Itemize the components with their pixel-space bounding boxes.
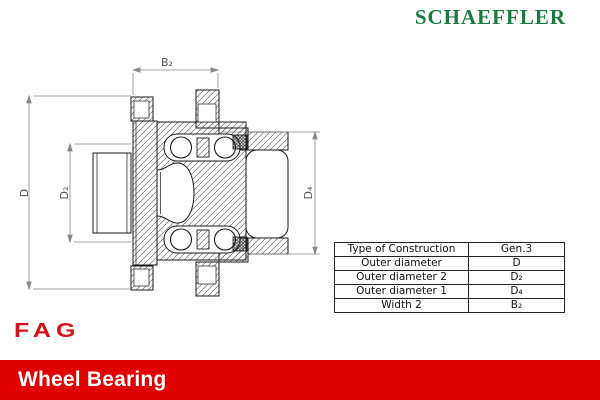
table-row xyxy=(335,299,565,313)
dim-label-b2: B₂ xyxy=(161,56,173,69)
outer-flange-corner-top xyxy=(248,132,288,150)
hub-bore xyxy=(157,163,194,223)
spec-table xyxy=(334,242,565,313)
table-row xyxy=(335,257,565,271)
table-row xyxy=(335,271,565,285)
table-cell-label: Outer diameter 1 xyxy=(335,285,469,299)
table-cell-value: Gen.3 xyxy=(469,243,565,257)
page-title: Wheel Bearing xyxy=(18,368,167,391)
outer-flange-corner-bottom xyxy=(248,238,288,254)
seal-bottom xyxy=(233,237,247,251)
table-cell-label: Outer diameter xyxy=(335,257,469,271)
table-cell-label: Outer diameter 2 xyxy=(335,271,469,285)
dim-label-d2: D₂ xyxy=(58,186,71,200)
table-cell-value: B₂ xyxy=(469,299,565,313)
table-cell-value: D xyxy=(469,257,565,271)
ball-top-inner xyxy=(171,137,192,158)
table-row xyxy=(335,285,565,299)
hub-flange-plate xyxy=(133,121,157,265)
ball-bottom-outer xyxy=(215,229,236,250)
ball-bottom-inner xyxy=(171,229,192,250)
fag-logo: FAG xyxy=(14,320,81,342)
table-cell-value: D₂ xyxy=(469,271,565,285)
ball-top-outer xyxy=(215,137,236,158)
table-cell-label: Width 2 xyxy=(335,299,469,313)
seal-top xyxy=(233,135,247,149)
table-cell-value: D₄ xyxy=(469,285,565,299)
table-row xyxy=(335,243,565,257)
wheel-pilot xyxy=(93,153,131,233)
dim-label-d: D xyxy=(18,188,31,198)
footer-bar xyxy=(0,360,600,400)
dim-label-d4: D₄ xyxy=(302,186,315,200)
schaeffler-logo: SCHAEFFLER xyxy=(414,5,566,29)
table-cell-label: Type of Construction xyxy=(335,243,469,257)
outer-ring-flange xyxy=(246,150,288,238)
